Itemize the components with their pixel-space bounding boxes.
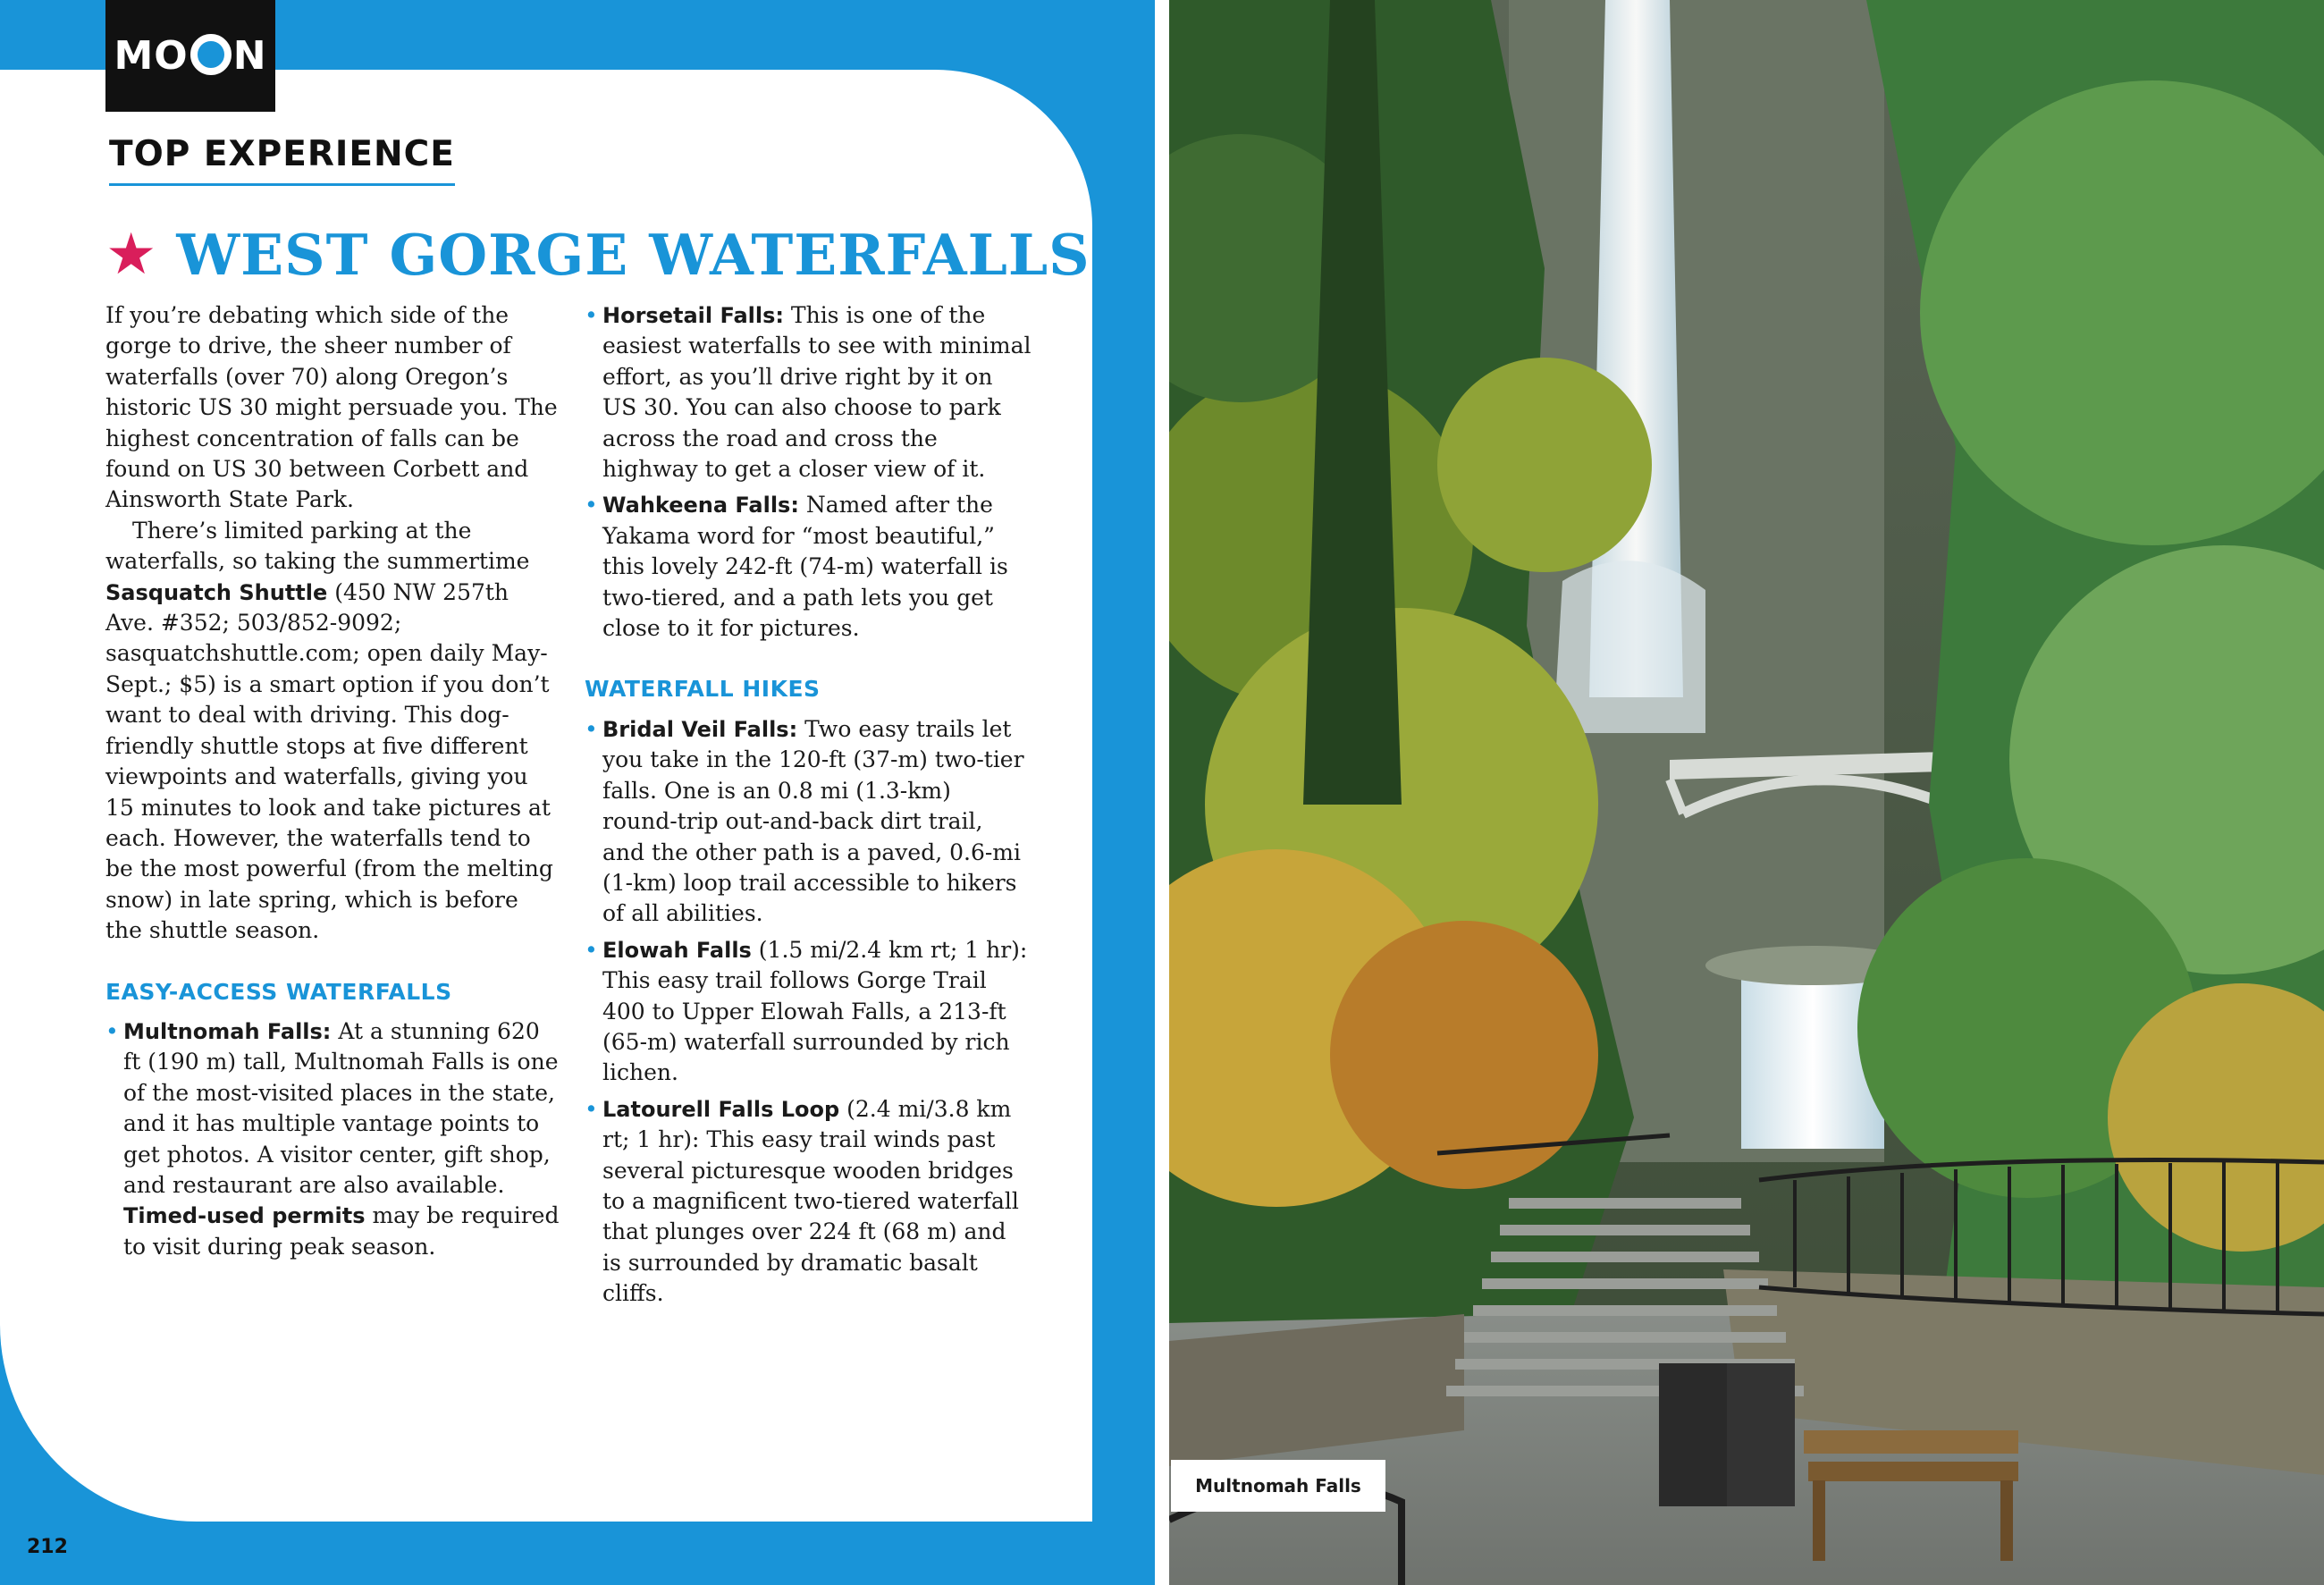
item-text: (2.4 mi/3.8 km rt; 1 hr): This easy trail winds past several picturesque wooden bridges to a magnificent two-tiered waterfall that plunges over 224 ft (68 m) and is surrounded by dramatic basalt cliffs. — [602, 1095, 1019, 1307]
list-item — [585, 300, 1031, 485]
item-name: Elowah Falls — [602, 937, 752, 963]
page-title: WEST GORGE WATERFALLS — [176, 222, 1090, 288]
page-number: 212 — [27, 1536, 68, 1558]
list-item — [585, 714, 1031, 930]
item-name: Latourell Falls Loop — [602, 1096, 840, 1122]
item-text: Two easy trails let you take in the 120-ft (37-m) two-tier falls. One is an 0.8 mi (1.3-km) round-trip out-and-back dirt trail, and the other path is a paved, 0.6-mi (1-km) loop trail accessible to hikers of all abilities. — [602, 715, 1024, 927]
item-bold-phrase: Timed-used permits — [123, 1203, 366, 1229]
list-item — [585, 935, 1031, 1089]
easy-access-list — [105, 1016, 561, 1262]
photo-caption: Multnomah Falls — [1171, 1460, 1385, 1512]
column-right — [585, 300, 1031, 1315]
column-left — [105, 300, 561, 1268]
item-text: (1.5 mi/2.4 km rt; 1 hr): This easy trail follows Gorge Trail 400 to Upper Elowah Falls, a 213-ft (65-m) waterfall surrounded by rich lichen. — [602, 936, 1028, 1086]
item-text: This is one of the easiest waterfalls to see with minimal effort, as you’ll drive right by it on US 30. You can also choose to park across the road and cross the highway to get a closer view of it. — [602, 302, 1031, 483]
logo-letter-o: O — [154, 33, 189, 79]
logo-letters-start: M — [114, 33, 155, 79]
list-item — [585, 1094, 1031, 1310]
section-label: TOP EXPERIENCE — [109, 134, 455, 186]
item-name: Horsetail Falls: — [602, 303, 784, 328]
waterfall-photo — [1169, 0, 2324, 1585]
intro-p2-start: There’s limited parking at the waterfalls, so taking the summertime — [105, 517, 530, 575]
title-row — [105, 222, 1090, 288]
item-text: At a stunning 620 ft (190 m) tall, Multnomah Falls is one of the most-visited places in the state, and it has multiple vantage points to get photos. A visitor center, gift shop, and restaurant are also available. — [123, 1017, 559, 1198]
item-name: Wahkeena Falls: — [602, 493, 799, 518]
left-page — [0, 0, 1155, 1585]
item-name: Bridal Veil Falls: — [602, 716, 798, 742]
list-item — [585, 490, 1031, 644]
intro-paragraph-1: If you’re debating which side of the gorge to drive, the sheer number of waterfalls (over 70) along Oregon’s historic US 30 might persuade you. The highest concentration of falls can be found on US 30 between Corbett and Ainsworth State Park. — [105, 302, 558, 513]
intro-paragraph-2 — [105, 516, 561, 947]
easy-access-list-continued — [585, 300, 1031, 644]
shuttle-name: Sasquatch Shuttle — [105, 579, 328, 605]
moon-logo — [105, 0, 275, 112]
intro-p2-end: (450 NW 257th Ave. #352; 503/852-9092; sasquatchshuttle.com; open daily May-Sept.; $5) is a smart option if you don’t want to deal with driving. This dog-friendly shuttle stops at five different viewpoints and waterfalls, giving you 15 minutes to look and take pictures at each. However, the waterfalls tend to be the most powerful (from the melting snow) in late spring, which is before the shuttle season. — [105, 578, 553, 944]
item-text: Named after the Yakama word for “most beautiful,” this lovely 242-ft (74-m) waterfall is two-tiered, and a path lets you get close to it for pictures. — [602, 492, 1008, 642]
easy-access-heading: EASY-ACCESS WATERFALLS — [105, 978, 452, 1005]
logo-moon-icon — [190, 34, 232, 75]
logo-letter-n: N — [232, 33, 267, 79]
star-icon: ★ — [105, 222, 157, 288]
item-text-end: may be required to visit during peak season. — [123, 1202, 560, 1260]
hikes-list — [585, 714, 1031, 1310]
list-item — [105, 1016, 561, 1262]
waterfall-hikes-heading: WATERFALL HIKES — [585, 676, 821, 703]
item-name: Multnomah Falls: — [123, 1018, 332, 1044]
